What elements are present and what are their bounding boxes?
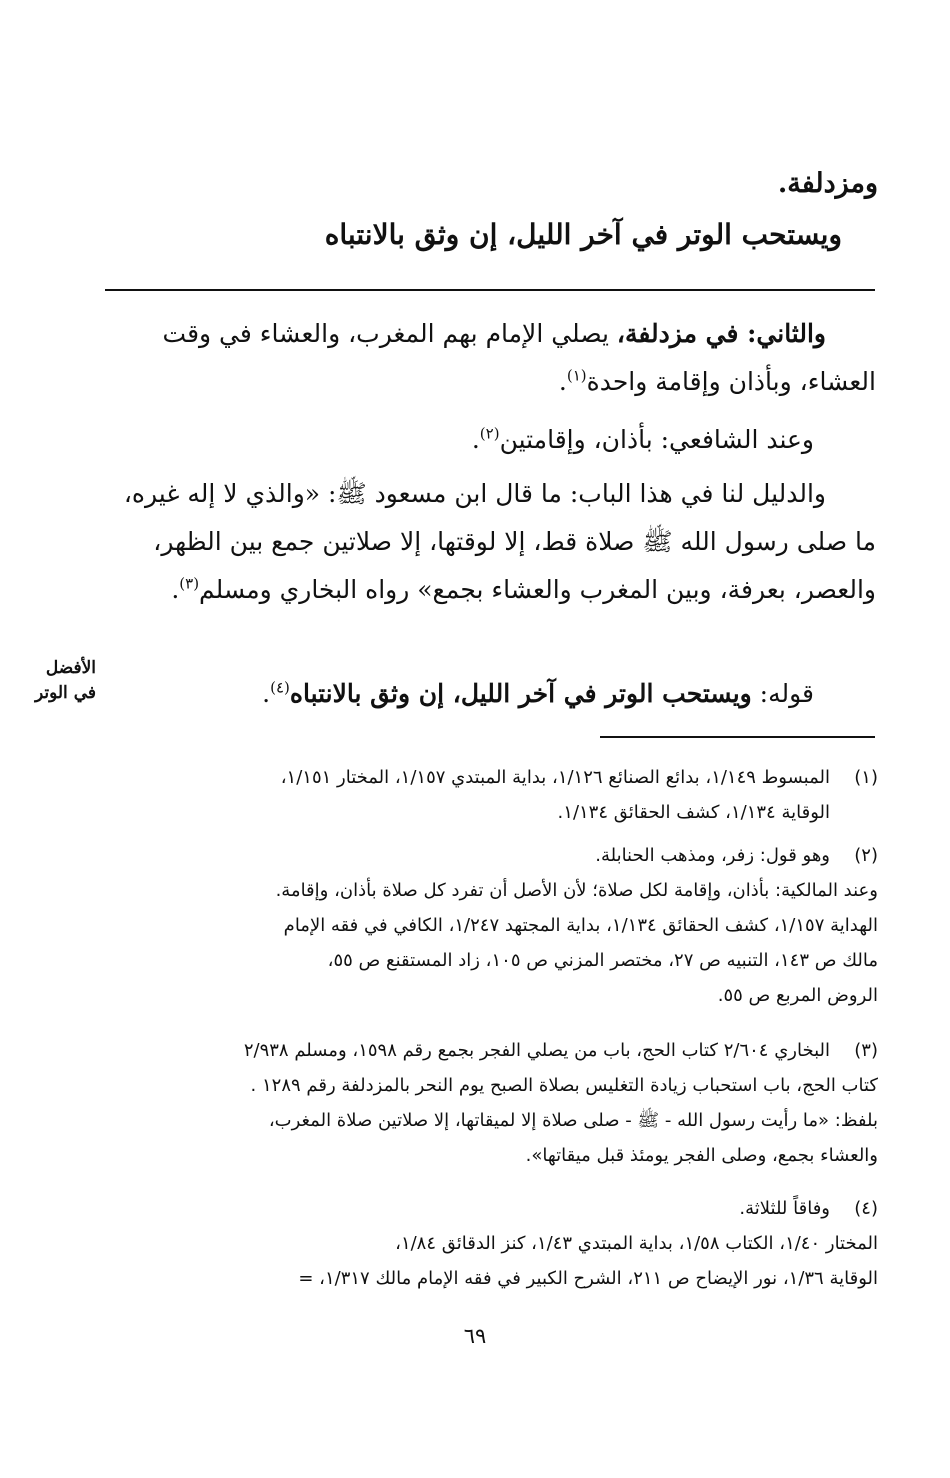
footnote-number: (١) xyxy=(854,767,878,788)
footnote-number: (٣) xyxy=(854,1040,878,1061)
footnote-ref-4: (٤) xyxy=(270,678,290,697)
footnote-text: كتاب الحج، باب استحباب زيادة التغليس بصلاة الصبح يوم النحر بالمزدلفة رقم ١٢٨٩ . xyxy=(250,1075,878,1096)
footnote-2 xyxy=(98,838,878,1013)
header-divider xyxy=(105,289,875,291)
paragraph-end: . xyxy=(171,575,180,604)
heading-line-2: ويستحب الوتر في آخر الليل، إن وثق بالانتباه xyxy=(324,218,842,251)
footnote-text: وهو قول: زفر، ومذهب الحنابلة. xyxy=(595,845,830,866)
heading-line-1: ومزدلفة. xyxy=(777,168,878,199)
footnote-text: الوقاية ١/٣٦، نور الإيضاح ص ٢١١، الشرح الكبير في فقه الإمام مالك ١/٣١٧، = xyxy=(298,1268,878,1289)
footnote-divider xyxy=(600,736,875,738)
paragraph-end: . xyxy=(471,425,480,454)
paragraph-text: والدليل لنا في هذا الباب: ما قال ابن مسعود ﷺ: «والذي لا إله غيره، ما صلى رسول الله ﷺ صلاة قط، إلا لوقتها، إلا صلاتين جمع بين الظهر، والعصر، بعرفة، وبين المغرب والعشاء بجمع» رواه البخاري ومسلم xyxy=(123,479,876,604)
paragraph-bold-lead: والثاني: في مزدلفة، xyxy=(616,319,826,348)
paragraph-end: . xyxy=(558,367,567,396)
footnote-text: الروض المربع ص ٥٥. xyxy=(717,985,878,1006)
footnote-text: وفاقاً للثلاثة. xyxy=(739,1198,830,1219)
footnote-text: المختار ١/٤٠، الكتاب ١/٥٨، بداية المبتدي ١/٤٣، كنز الدقائق ١/٨٤، xyxy=(395,1233,878,1254)
footnote-text: وعند المالكية: بأذان، وإقامة لكل صلاة؛ لأن الأصل أن تفرد كل صلاة بأذان، وإقامة. xyxy=(275,880,878,901)
margin-note-line-1: الأفضل xyxy=(45,658,96,678)
footnote-number: (٤) xyxy=(854,1198,878,1219)
footnote-text: الوقاية ١/١٣٤، كشف الحقائق ١/١٣٤. xyxy=(557,802,830,823)
paragraph-text: يصلي الإمام بهم المغرب، والعشاء في وقت العشاء، وبأذان وإقامة واحدة xyxy=(162,319,876,396)
paragraph-muzdalifa xyxy=(101,310,876,406)
footnote-text: مالك ص ١٤٣، التنبيه ص ٢٧، مختصر المزني ص ١٠٥، زاد المستقنع ص ٥٥، xyxy=(327,950,878,971)
footnote-text: المبسوط ١/١٤٩، بدائع الصنائع ١/١٢٦، بداية المبتدي ١/١٥٧، المختار ١/١٥١، xyxy=(280,767,830,788)
footnote-text: والعشاء بجمع، وصلى الفجر يومئذ قبل ميقاتها». xyxy=(525,1145,878,1166)
footnote-ref-1: (١) xyxy=(566,366,587,385)
footnote-3 xyxy=(98,1033,878,1173)
paragraph-bold-quote: ويستحب الوتر في آخر الليل، إن وثق بالانتباه xyxy=(289,679,752,708)
margin-note xyxy=(10,656,96,706)
paragraph-text: وعند الشافعي: بأذان، وإقامتين xyxy=(499,425,814,454)
footnote-ref-3: (٣) xyxy=(179,574,200,593)
paragraph-witr xyxy=(114,670,814,718)
paragraph-shafii xyxy=(114,416,814,464)
footnote-ref-2: (٢) xyxy=(479,424,500,443)
paragraph-evidence xyxy=(101,470,876,614)
footnote-text: بلفظ: «ما رأيت رسول الله - ﷺ - صلى صلاة إلا لميقاتها، إلا صلاتين صلاة المغرب، xyxy=(268,1110,878,1131)
footnote-4 xyxy=(98,1191,878,1296)
footnote-number: (٢) xyxy=(854,845,878,866)
footnote-text: البخاري ٢/٦٠٤ كتاب الحج، باب من يصلي الفجر بجمع رقم ١٥٩٨، ومسلم ٢/٩٣٨ xyxy=(243,1040,830,1061)
paragraph-end: . xyxy=(262,679,271,708)
margin-note-line-2: في الوتر xyxy=(34,683,96,703)
footnote-1 xyxy=(98,760,878,830)
paragraph-label: قوله: xyxy=(751,679,814,708)
page-number: ٦٩ xyxy=(463,1324,487,1348)
footnote-text: الهداية ١/١٥٧، كشف الحقائق ١/١٣٤، بداية المجتهد ١/٢٤٧، الكافي في فقه الإمام xyxy=(283,915,878,936)
